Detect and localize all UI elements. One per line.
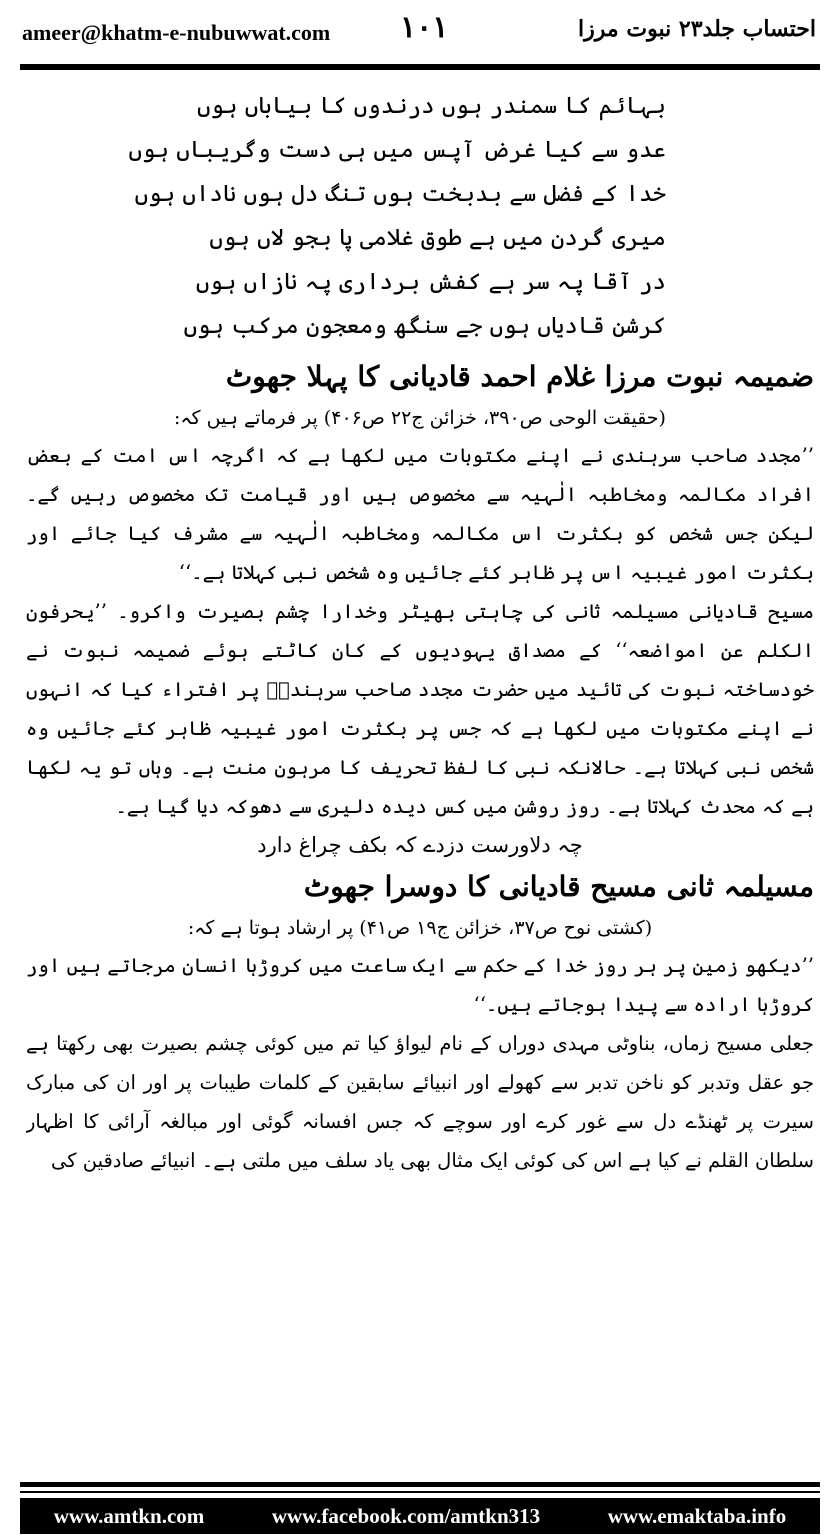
persian-verse: چہ دلاورست دزدے کہ بکف چراغ دارد xyxy=(257,833,583,857)
footer-link-emaktaba[interactable]: www.emaktaba.info xyxy=(607,1503,787,1528)
footer-rule xyxy=(20,1482,820,1487)
poem-line: بہائم کا سمندر ہوں درندوں کا بیاباں ہوں xyxy=(197,93,666,119)
poem-line: میری گردن میں ہے طوق غلامی پا بجو لاں ہوں xyxy=(209,225,666,251)
page-number: ۱۰۱ xyxy=(400,10,449,45)
quotation-1: ’’مجدد صاحب سرہندی نے اپنے مکتوبات میں لکھا ہے کہ اگرچہ اس امت کے بعض افراد مکالمہ ومخاطبہ الٰہیہ سے مخصوص ہیں اور قیامت تک مخصوص رہیں گے۔ لیکن جس شخص کو بکثرت اس مکالمہ ومخاطبہ الٰہیہ سے مشرف کیا جائے اور بکثرت امور غیبیہ اس پر ظاہر کئے جائیں وہ شخص نبی کہلاتا ہے۔‘‘ xyxy=(26,444,814,584)
citation-2: (کشتی نوح ص۳۷، خزائن ج۱۹ ص۴۱) پر ارشاد ہوتا ہے کہ: xyxy=(187,917,653,939)
footer-link-amtkn[interactable]: www.amtkn.com xyxy=(53,1503,205,1528)
footer-bar xyxy=(20,1498,820,1534)
quotation-2: ’’دیکھو زمین پر ہر روز خدا کے حکم سے ایک ساعت میں کروڑہا انسان مرجاتے ہیں اور کروڑہا ارادہ سے پیدا ہوجاتے ہیں۔‘‘ xyxy=(26,954,814,1016)
footer-link-facebook[interactable]: www.facebook.com/amtkn313 xyxy=(271,1503,541,1528)
book-reference: احتساب جلد۲۳ نبوت مرزا xyxy=(578,16,816,42)
citation-1: (حقیقت الوحی ص۳۹۰، خزائن ج۲۲ ص۴۰۶) پر فرماتے ہیں کہ: xyxy=(174,407,666,429)
section-heading-2: مسیلمہ ثانی مسیح قادیانی کا دوسرا جھوٹ xyxy=(303,870,814,903)
poem-line: عدو سے کیا غرض آپس میں ہی دست وگریباں ہوں xyxy=(128,137,666,163)
poem-line: خدا کے فضل سے بدبخت ہوں تنگ دل ہوں ناداں ہوں xyxy=(134,181,666,207)
commentary-2: جعلی مسیح زماں، بناوٹی مہدی دوراں کے نام لیواؤ کیا تم میں کوئی چشم بصیرت بھی رکھتا ہے جو عقل وتدبر کو ناخن تدبر سے کھولے اور انبیائے سابقین کے کلمات طیبات پر اور ان کی مبارک سیرت پر ٹھنڈے دل سے غور کرے اور سوچے کہ جس افسانہ گوئی اور مبالغہ آرائی کا اظہار سلطان القلم نے کیا ہے اس کی کوئی ایک مثال بھی یاد سلف میں ملتی ہے۔ انبیائے صادقین کی xyxy=(26,1032,814,1172)
poem-line: کرشن قادیاں ہوں جے سنگھ ومعجون مرکب ہوں xyxy=(183,313,666,339)
poem xyxy=(128,84,666,348)
page-header xyxy=(0,0,840,70)
email-address: ameer@khatm-e-nubuwwat.com xyxy=(22,20,331,45)
footer-rule-thin xyxy=(20,1491,820,1493)
commentary-1: مسیح قادیانی مسیلمہ ثانی کی چاہتی بھیٹر وخدارا چشم بصیرت واکرو۔ ’’یحرفون الکلم عن امواضعہ‘‘ کے مصداق یہودیوں کے کان کاٹتے ہوئے ضمیمہ نبوت نے خودساختہ نبوت کی تائید میں حضرت مجدد صاحب سرہندیؒ پر افتراء کیا کہ انہوں نے اپنے مکتوبات میں لکھا ہے کہ جس پر بکثرت امور غیبیہ ظاہر کئے جائیں وہ شخص نبی کہلاتا ہے۔ حالانکہ نبی کا لفظ تحریف کا مرہون منت ہے۔ وہاں تو یہ لکھا ہے کہ محدث کہلاتا ہے۔ روز روشن میں کس دیدہ دلیری سے دھوکہ دیا گیا ہے۔ xyxy=(26,600,814,818)
page-body xyxy=(26,80,814,1475)
section-heading-1: ضمیمہ نبوت مرزا غلام احمد قادیانی کا پہلا جھوٹ xyxy=(225,360,814,393)
poem-line: در آقا پہ سر ہے کفش برداری پہ نازاں ہوں xyxy=(195,269,666,295)
header-rule xyxy=(20,64,820,70)
